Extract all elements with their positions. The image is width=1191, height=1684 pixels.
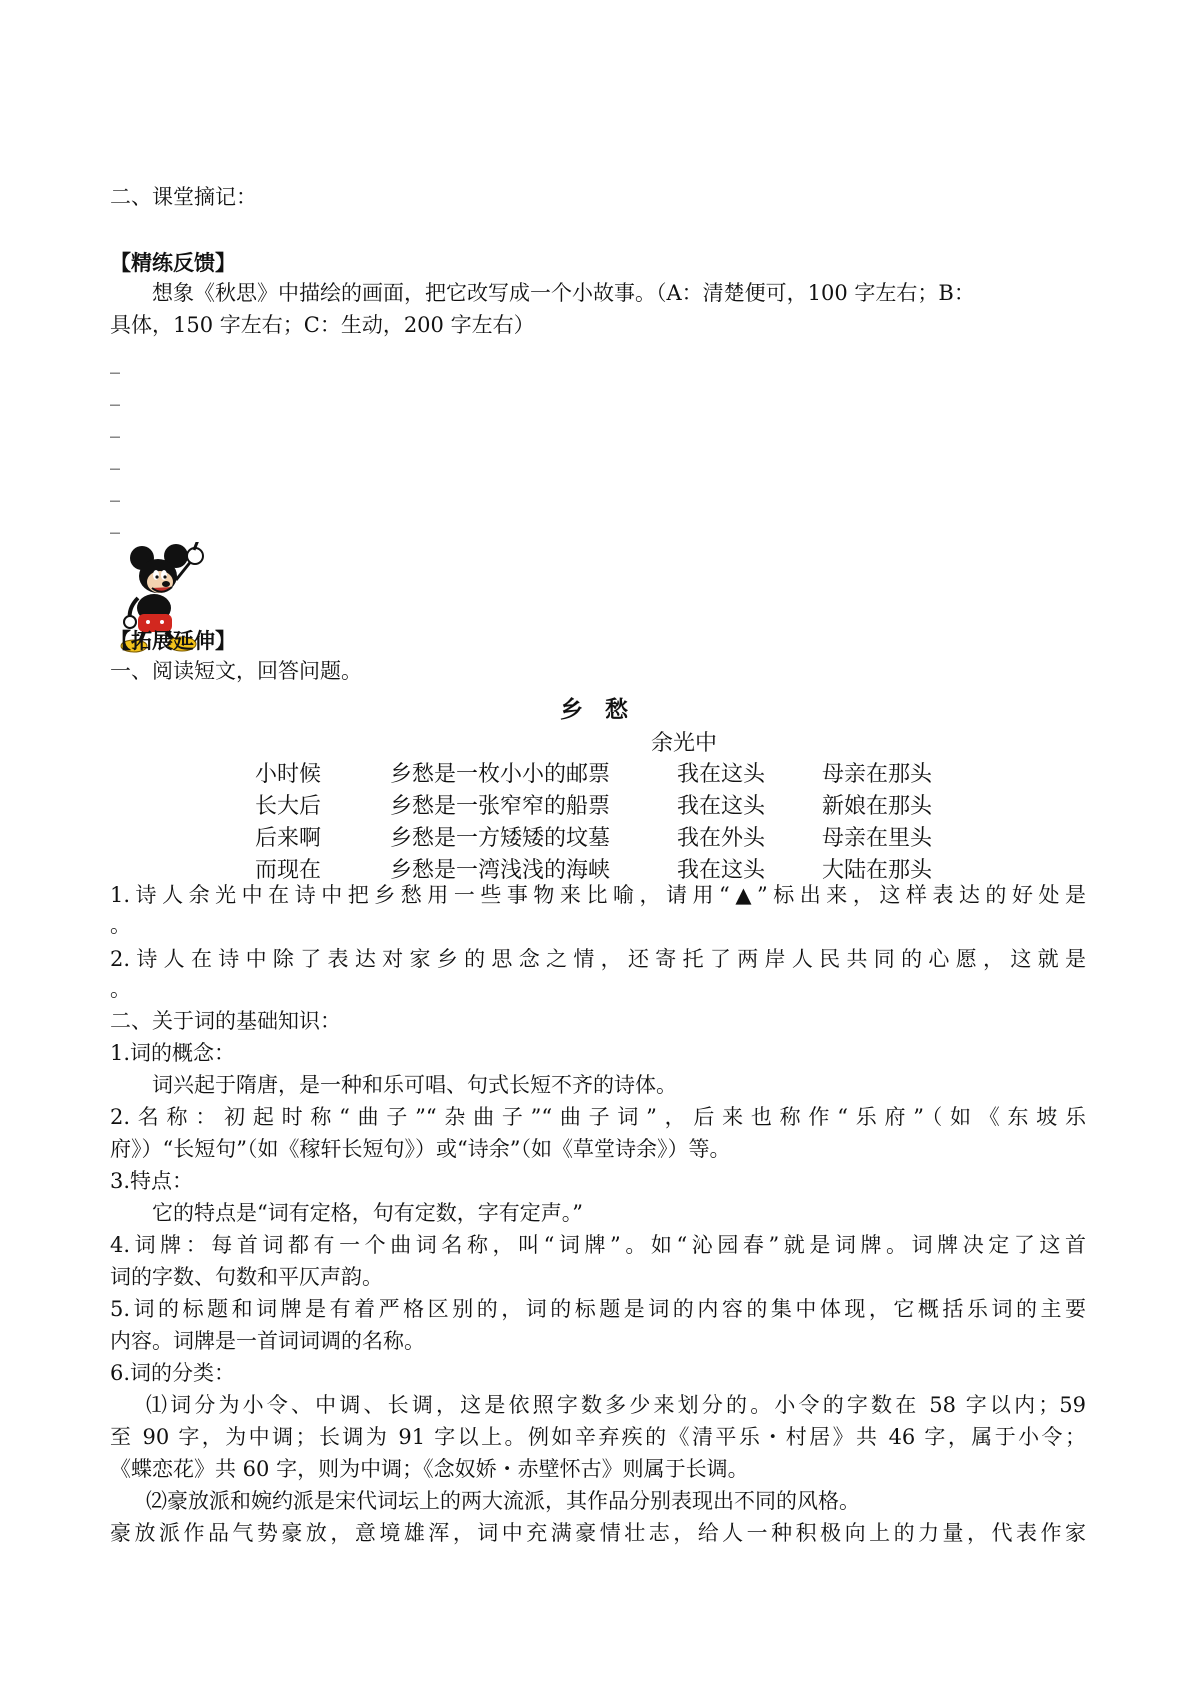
answer-blank-line[interactable]: _ [110, 382, 120, 406]
answer-blank-line[interactable]: _ [110, 350, 120, 374]
poem-here: 我在这头 [677, 762, 766, 787]
question-1-answer-end[interactable]: 。 [110, 913, 131, 937]
poem-metaphor: 乡愁是一方矮矮的坟墓 [390, 826, 611, 851]
poem-row [255, 853, 975, 883]
ci-title-vs-cipai-line1: 5.词的标题和词牌是有着严格区别的，词的标题是词的内容的集中体现，它概括乐词的主要 [110, 1297, 1086, 1321]
ci-classification-title: 6.词的分类： [110, 1361, 236, 1385]
poem-metaphor: 乡愁是一枚小小的邮票 [390, 762, 611, 787]
poem-metaphor: 乡愁是一湾浅浅的海峡 [390, 858, 611, 883]
answer-blank-line[interactable]: _ [110, 446, 120, 470]
classroom-notes-heading: 二、课堂摘记： [110, 185, 257, 209]
question-2-answer-end[interactable]: 。 [110, 977, 131, 1001]
ci-classification-b-line2: 豪放派作品气势豪放，意境雄浑，词中充满豪情壮志，给人一种积极向上的力量，代表作家 [110, 1521, 1086, 1545]
answer-blank-line[interactable]: _ [110, 414, 120, 438]
ci-names-line1: 2.名称：初起时称“曲子”“杂曲子”“曲子词”，后来也称作“乐府”（如《东坡乐 [110, 1105, 1086, 1129]
practice-prompt-line1: 想象《秋思》中描绘的画面，把它改写成一个小故事。（A：清楚便可，100 字左右；B： [152, 281, 975, 305]
poem-there: 大陆在那头 [822, 858, 933, 883]
poem-time: 后来啊 [255, 826, 322, 851]
ci-cipai-line2: 词的字数、句数和平仄声韵。 [110, 1265, 383, 1289]
poem-time: 小时候 [255, 762, 322, 787]
question-1: 1.诗人余光中在诗中把乡愁用一些事物来比喻，请用“▲”标出来，这样表达的好处是 [110, 883, 1086, 907]
poem-here: 我在外头 [677, 826, 766, 851]
answer-blank-line[interactable]: _ [110, 478, 120, 502]
poem-metaphor: 乡愁是一张窄窄的船票 [390, 794, 611, 819]
poem-there: 母亲在里头 [822, 826, 933, 851]
ci-classification-b-line1: ⑵豪放派和婉约派是宋代词坛上的两大流派，其作品分别表现出不同的风格。 [146, 1489, 860, 1513]
ci-features-body: 它的特点是“词有定格，句有定数，字有定声。” [152, 1201, 583, 1225]
ci-classification-a-line2: 至 90 字，为中调；长调为 91 字以上。例如辛弃疾的《清平乐・村居》共 46 字，属于小令； [110, 1425, 1086, 1449]
poem-author: 余光中 [651, 731, 718, 756]
ci-concept-title: 1.词的概念： [110, 1041, 236, 1065]
poem-here: 我在这头 [677, 794, 766, 819]
poem-there: 母亲在那头 [822, 762, 933, 787]
practice-prompt-line2: 具体，150 字左右；C：生动，200 字左右） [110, 313, 535, 337]
ci-features-title: 3.特点： [110, 1169, 194, 1193]
poem-there: 新娘在那头 [822, 794, 933, 819]
ci-title-vs-cipai-line2: 内容。词牌是一首词词调的名称。 [110, 1329, 425, 1353]
ci-concept-body: 词兴起于隋唐，是一种和乐可唱、句式长短不齐的诗体。 [152, 1073, 677, 1097]
ci-classification-a-line3: 《蝶恋花》共 60 字，则为中调；《念奴娇・赤壁怀古》则属于长调。 [110, 1457, 749, 1481]
poem-title: 乡愁 [560, 696, 650, 723]
poem-row [255, 789, 975, 819]
reading-task-intro: 一、阅读短文，回答问题。 [110, 659, 362, 683]
ci-names-line2: 府》）“长短句”（如《稼轩长短句》）或“诗余”（如《草堂诗余》）等。 [110, 1137, 731, 1161]
practice-heading: 【精练反馈】 [110, 250, 236, 275]
poem-row [255, 821, 975, 851]
poem-row [255, 757, 975, 787]
poem-time: 长大后 [255, 794, 322, 819]
ci-cipai-line1: 4.词牌：每首词都有一个曲词名称，叫“词牌”。如“沁园春”就是词牌。词牌决定了这首 [110, 1233, 1086, 1257]
extension-heading: 【拓展延伸】 [110, 628, 236, 653]
ci-classification-a-line1: ⑴词分为小令、中调、长调，这是依照字数多少来划分的。小令的字数在 58 字以内；59 [146, 1393, 1086, 1417]
poem-here: 我在这头 [677, 858, 766, 883]
answer-blank-line[interactable]: _ [110, 510, 120, 534]
poem-time: 而现在 [255, 858, 322, 883]
ci-basics-heading: 二、关于词的基础知识： [110, 1009, 341, 1033]
question-2: 2.诗人在诗中除了表达对家乡的思念之情，还寄托了两岸人民共同的心愿，这就是 [110, 947, 1086, 971]
